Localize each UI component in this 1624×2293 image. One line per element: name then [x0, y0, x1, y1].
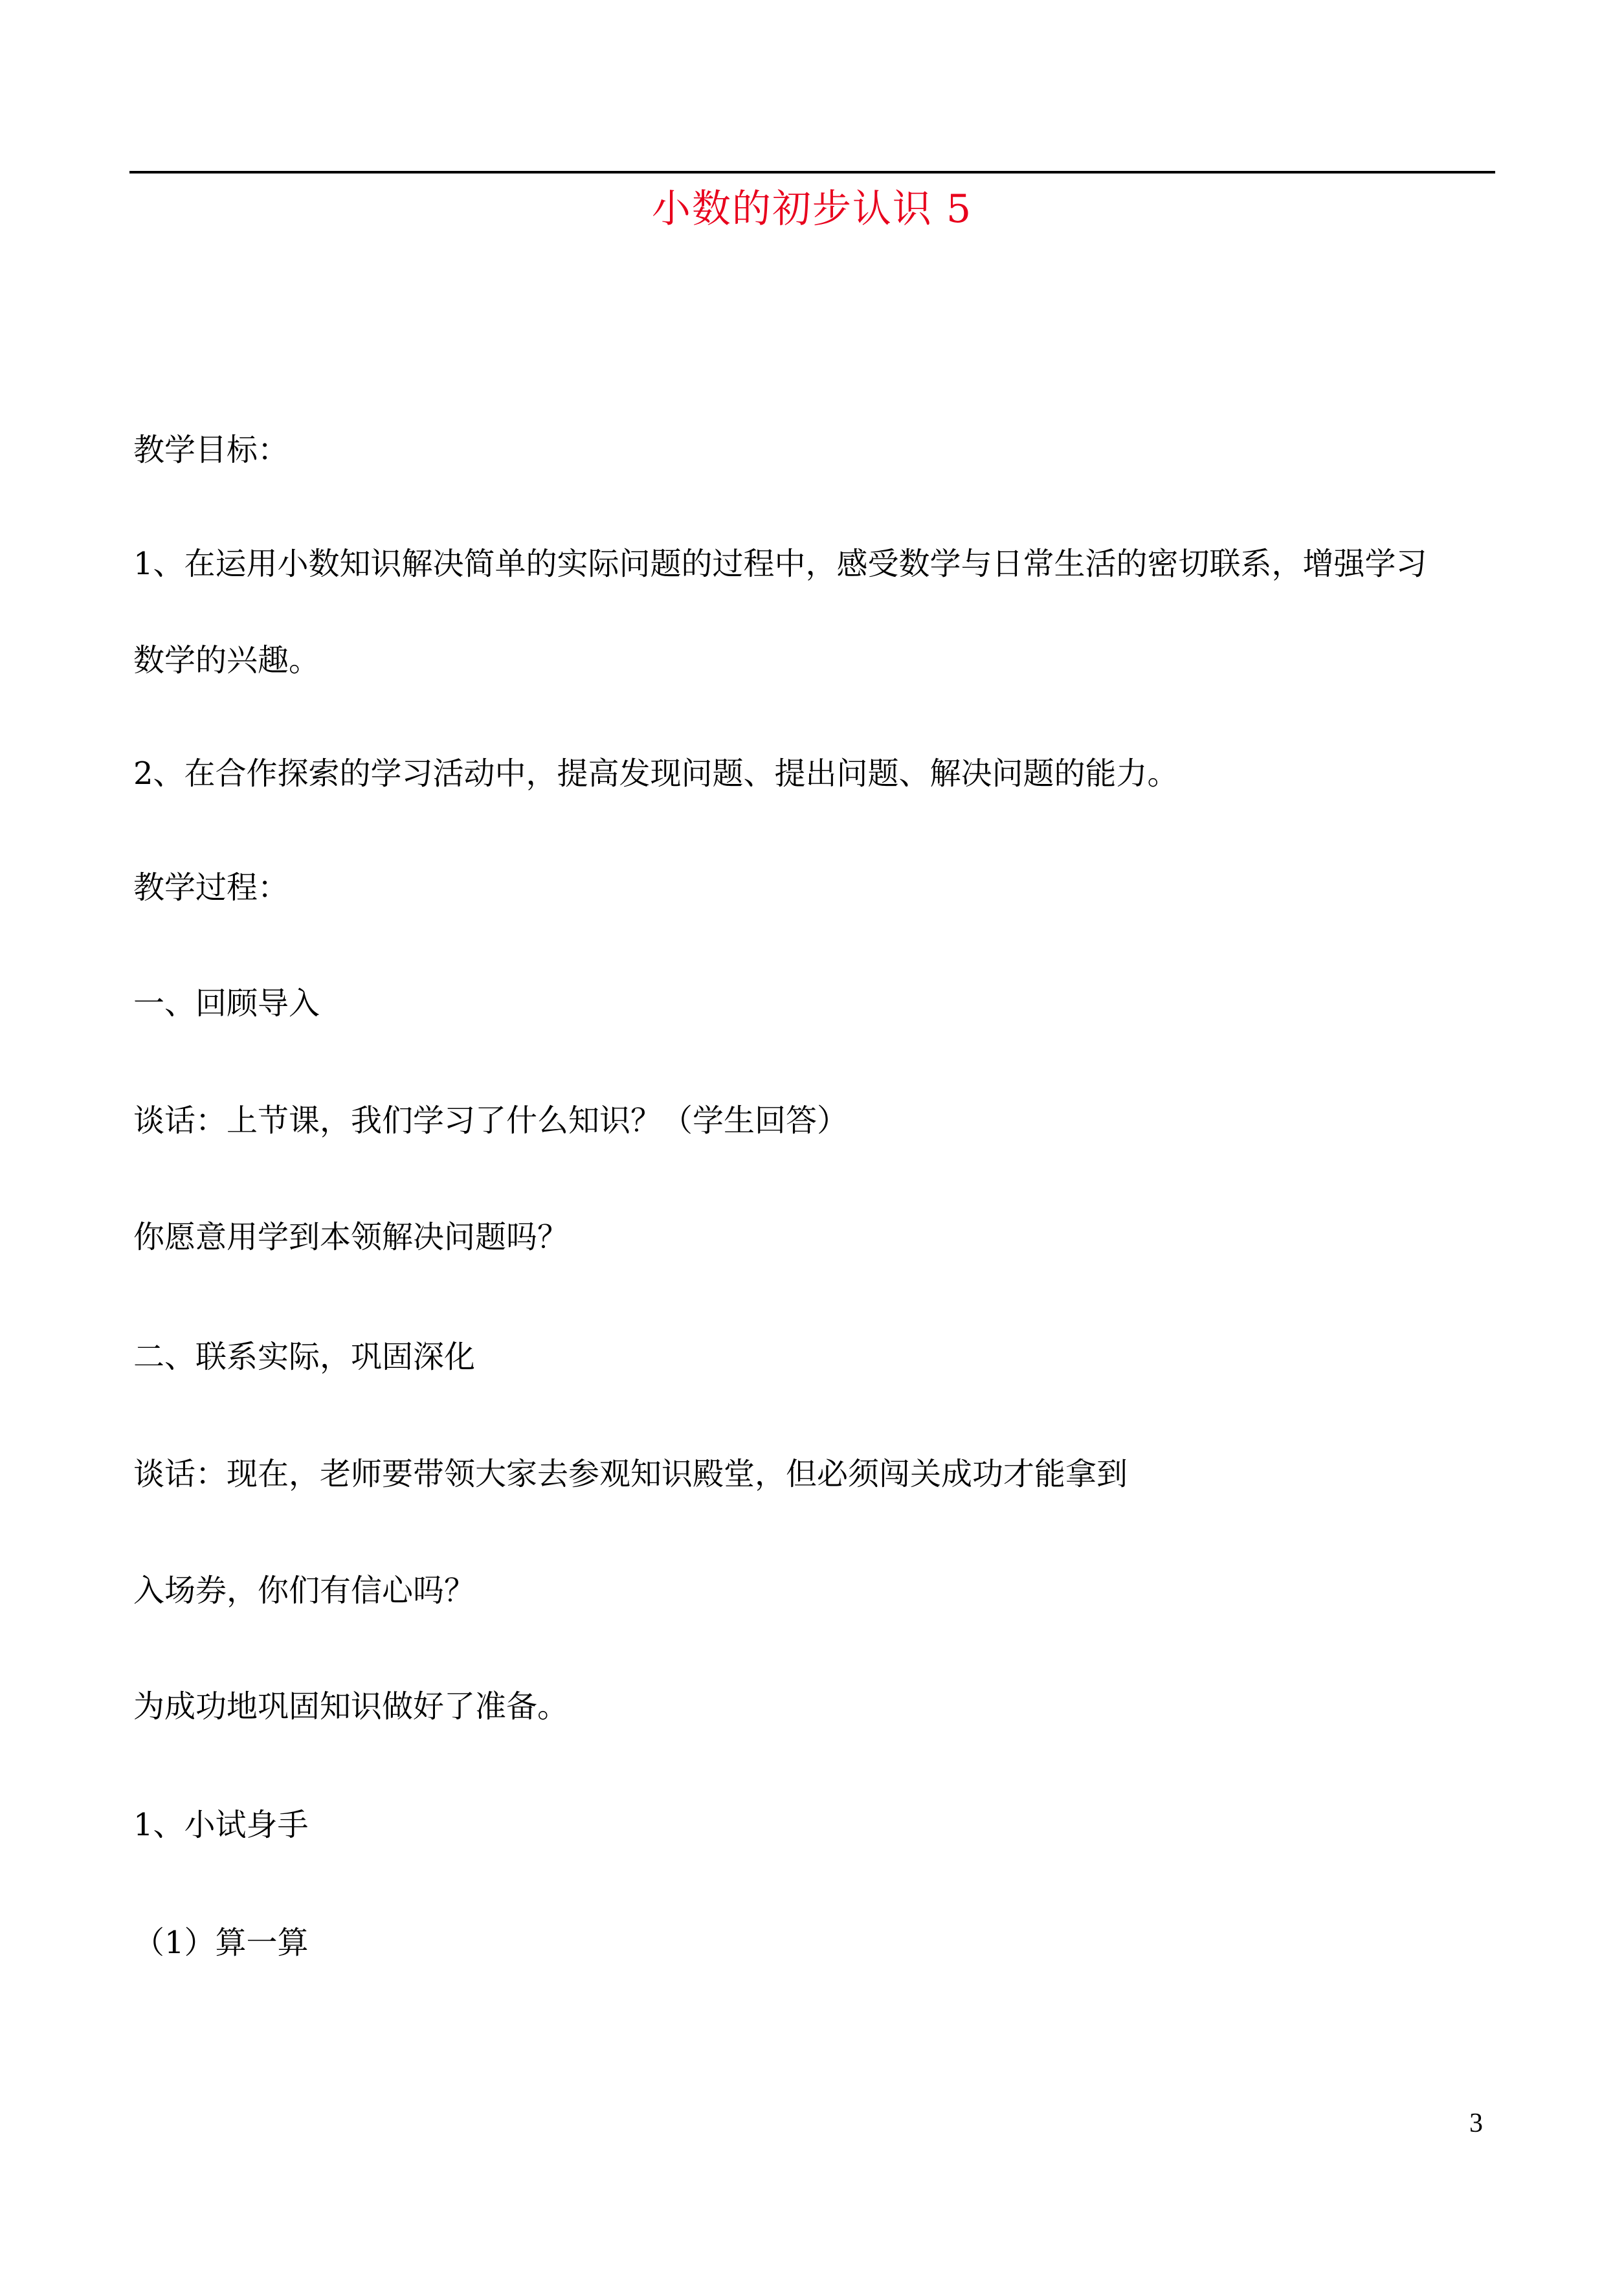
section-heading-process: 教学过程： [133, 869, 289, 906]
document-title: 小数的初步认识 5 [651, 186, 973, 232]
step-2-heading: 二、联系实际，巩固深化 [133, 1339, 476, 1375]
objective-1-line-2: 数学的兴趣。 [133, 642, 320, 678]
dialogue-2-line-1: 谈话：现在，老师要带领大家去参观知识殿堂，但必须闯关成功才能拿到 [133, 1456, 1128, 1492]
section-heading-objectives: 教学目标： [133, 432, 289, 468]
page-number: 3 [1469, 2108, 1483, 2138]
dialogue-2-line-2: 入场券，你们有信心吗？ [133, 1572, 476, 1609]
step-1-heading: 一、回顾导入 [133, 985, 320, 1022]
dialogue-1: 谈话：上节课，我们学习了什么知识？（学生回答） [133, 1102, 849, 1139]
subsection-1-heading: 1、小试身手 [133, 1807, 309, 1843]
objective-2: 2、在合作探索的学习活动中，提高发现问题、提出问题、解决问题的能力。 [133, 755, 1179, 792]
question-1: 你愿意用学到本领解决问题吗？ [133, 1219, 569, 1255]
exercise-1-heading: （1）算一算 [133, 1925, 309, 1961]
header-rule [129, 171, 1495, 173]
objective-1-line-1: 1、在运用小数知识解决简单的实际问题的过程中，感受数学与日常生活的密切联系，增强学习 [133, 546, 1427, 582]
transition-text: 为成功地巩固知识做好了准备。 [133, 1688, 569, 1725]
